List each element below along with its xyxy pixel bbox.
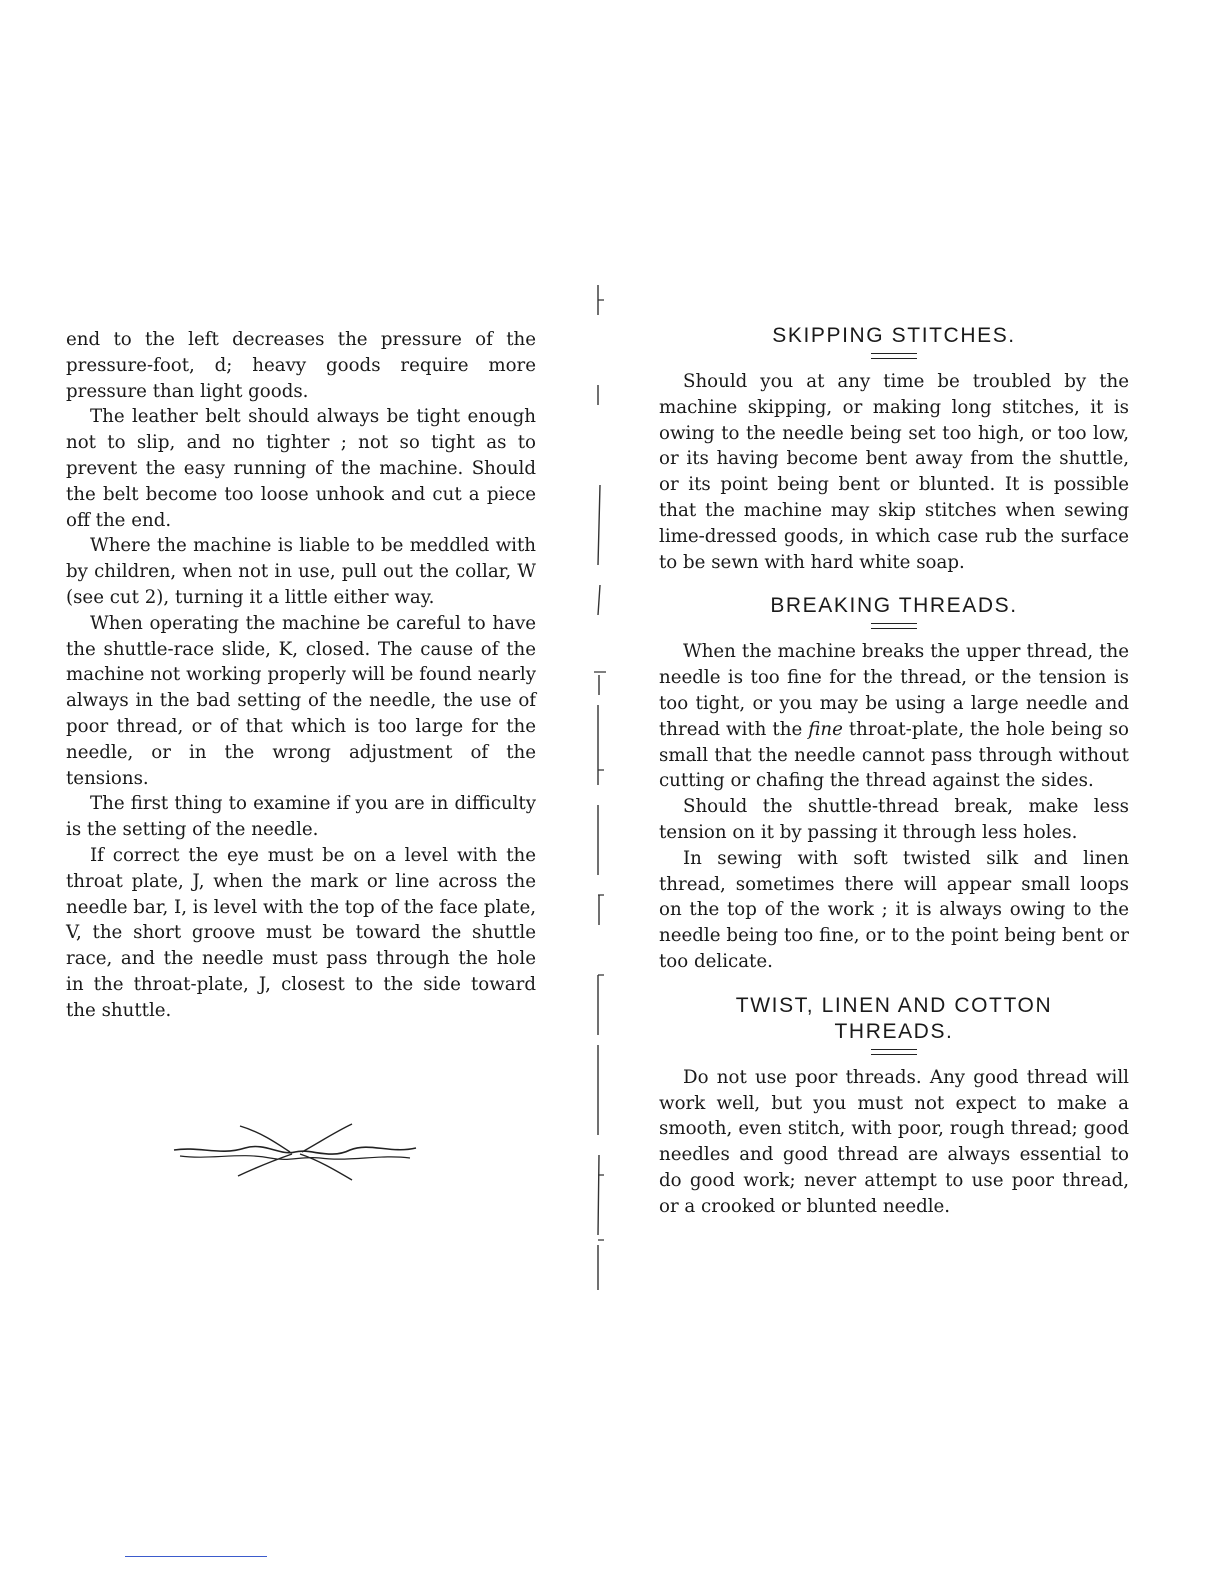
footer-rule	[125, 1556, 267, 1557]
paragraph: Do not use poor threads. Any good thread will work well, but you must not expect to make a smooth, even stitch, with poor, rough thread; good needles and good thread are always essential to do good work; never attempt to use poor thread, or a crooked or blunted needle.	[659, 1066, 1129, 1217]
section-heading: TWIST, LINEN AND COTTON THREADS.	[735, 993, 1053, 1043]
paragraph: The first thing to examine if you are in difficulty is the setting of the needle.	[66, 793, 536, 841]
paragraph: If correct the eye must be on a level with the throat plate, J, when the mark or line across the needle bar, I, is level with the top of the face plate, V, the short groove must be toward the shuttle race, and the needle must pass through the hole in the throat-plate, J, closest to the side toward the shuttle.	[66, 844, 536, 1021]
paragraph: end to the left decreases the pressure of the pressure-foot, d; heavy goods require more pressure than light goods.	[66, 329, 536, 402]
paragraph: Where the machine is liable to be meddled with by children, when not in use, pull out the collar, W (see cut 2), turning it a little either way.	[66, 535, 536, 608]
paragraph: The leather belt should always be tight enough not to slip, and no tighter ; not so tight as to prevent the easy running of the machine. Should the belt become too loose unhook and cut a piece off the end.	[66, 406, 536, 531]
section-heading: SKIPPING STITCHES.	[772, 324, 1016, 347]
paragraph: When the machine breaks the upper thread, the needle is too fine for the thread, or the tension is too tight, or you may be using a large needle and thread with the fine throat-plate, the hole being so small that the needle cannot pass through without cutting or chafing the thread against the sides.	[659, 641, 1129, 792]
section-heading: BREAKING THREADS.	[770, 594, 1018, 618]
paragraph: Should the shuttle-thread break, make less tension on it by passing it through less holes.	[659, 796, 1129, 843]
left-page	[0, 0, 600, 1584]
left-text-column	[66, 327, 536, 1024]
paragraph: When operating the machine be careful to have the shuttle-race slide, K, closed. The cause of the machine not working properly will be found nearly always in the bad setting of the needle, the use of poor thread, or of that which is too large for the needle, or in the wrong adjustment of the tensions.	[66, 612, 536, 789]
paragraph: Should you at any time be troubled by the machine skipping, or making long stitches, it is owing to the needle being set too high, or too low, or its having become bent away from the shuttle, or its point being bent or blunted. It is possible that the machine may skip stitches when sewing lime-dressed goods, in which case rub the surface to be sewn with hard white soap.	[659, 371, 1129, 573]
right-page	[600, 0, 1224, 1584]
heading-rule	[871, 353, 917, 359]
paragraph: In sewing with soft twisted silk and linen thread, sometimes there will appear small loops on the top of the work ; it is always owing to the needle being too fine, or to the point being bent or too delicate.	[659, 847, 1129, 972]
ornament-flourish	[170, 1112, 420, 1192]
heading-rule	[871, 623, 917, 629]
heading-rule	[871, 1049, 917, 1055]
right-text-column	[659, 323, 1129, 1220]
emphasis-fine: fine	[808, 718, 843, 740]
